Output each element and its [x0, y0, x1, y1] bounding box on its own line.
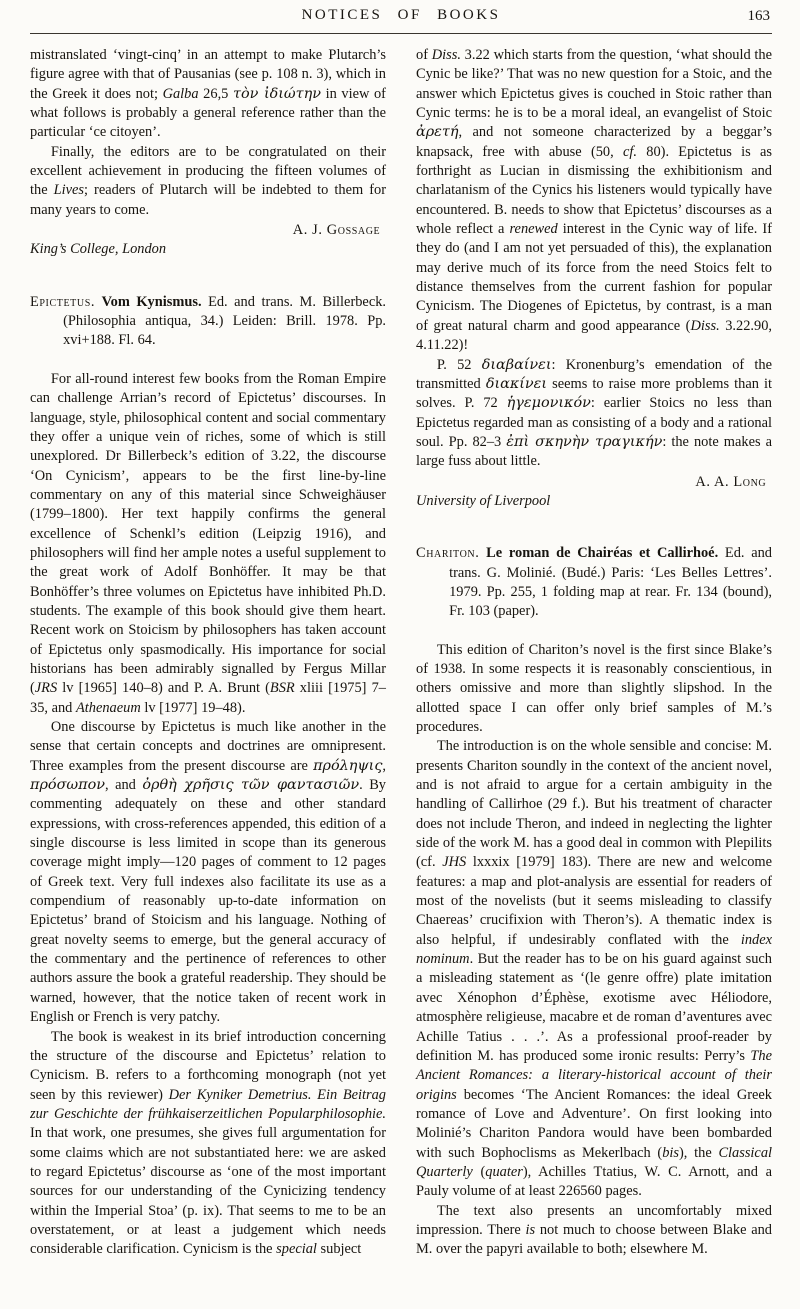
header-rule: [30, 33, 772, 34]
text-run: , and: [105, 777, 143, 794]
running-header: [30, 7, 772, 29]
text-run: interest in the Cynic way of life. If they do (and I am not yet persuaded of this), the explanation may derive much of its force from the need Stoics felt to distance themselves from the current fashion for popular Cynicism. The Diogenes of Epictetus, by contrast, is a man of great natural charm and good appearance (: [416, 221, 772, 334]
text-run: διαβαίνει: [481, 356, 552, 373]
text-run: πρόληψις: [313, 757, 383, 774]
reviewer-signature: [416, 473, 772, 492]
text-run: Lives: [53, 182, 84, 199]
text-run: The book is weakest in its brief introduction concerning the structure of the discourse and Epictetus’ relation to Cynicism. B. refers to a forthcoming monograph (not yet seen by this reviewer): [30, 1028, 386, 1103]
text-run: One discourse by Epictetus is much like another in the sense that certain concepts and doctrines are omnipresent. Three examples from the present discourse are: [30, 719, 386, 774]
text-run: is: [525, 1221, 536, 1238]
text-run: In that work, one presumes, she gives full argumentation for some claims which are not substantiated here: we are asked to regard Epictetus’ discourse as ‘one of the most important sources for our understanding of the Cynicizing tendency within the Imperial Stoa’ (p. ix). That seems to me to be an overstatement, or at least a judgement which needs considerable clarification. Cynicism is the: [30, 1125, 386, 1258]
paragraph: [416, 356, 772, 472]
text-run: The text also presents an uncomfortably mixed impression. There: [416, 1202, 772, 1238]
text-run: : earlier Stoics no less than Epictetus regarded man as consisting of a body and a rational soul. Pp. 82–3: [416, 395, 772, 450]
text-run: Diss.: [431, 47, 461, 63]
text-run: Athenaeum: [75, 699, 141, 716]
text-run: Diss.: [690, 317, 720, 334]
text-run: Ed. and trans. M. Billerbeck. (Philosophia antiqua, 34.) Leiden: Brill. 1978. Pp. xvi+188. Fl. 64.: [63, 293, 386, 349]
page-number: 163: [747, 8, 770, 24]
text-run: lv [1977] 19–48).: [140, 699, 246, 716]
paragraph: [30, 1028, 386, 1260]
text-run: 80). Epictetus is as forthright as Lucian in dismissing the exhibitionism and charlatanism of the Cynics his listeners would typically have encountered. B. needs to show that Epictetus’ discourses as a whole reflect a: [416, 143, 772, 238]
text-run: 3.22.90, 4.11.22)!: [416, 317, 772, 354]
text-run: cf.: [623, 143, 637, 160]
paragraph: [416, 46, 772, 356]
text-run: King’s College, London: [30, 241, 167, 258]
text-run: ἐπὶ σκηνὴν τραγικήν: [506, 433, 663, 450]
text-run: lv [1965] 140–8) and P. A. Brunt (: [57, 680, 270, 697]
text-run: Classical Quarterly: [416, 1144, 772, 1180]
text-run: Finally, the editors are to be congratulated on their excellent achievement in producing the fifteen volumes of the: [30, 143, 386, 199]
text-run: P. 52: [436, 356, 482, 373]
reviewer-signature: [30, 221, 386, 240]
text-run: Ed. and trans. G. Molinié. (Budé.) Paris: ‘Les Belles Lettres’. 1979. Pp. 255, 1 folding map at rear. Fr. 134 (bound), Fr. 103 (paper).: [449, 545, 772, 620]
left-column: [30, 46, 386, 1302]
text-run: BSR: [269, 680, 295, 697]
text-run: Epictetus.: [30, 293, 96, 310]
text-run: For all-round interest few books from the Roman Empire can challenge Arrian’s record of Epictetus’ discourses. In language, style, philosophical content and social commentary they offer a unique vein of riches, some of which is still unexplored. Dr Billerbeck’s edition of 3.22, the discourse ‘On Cynicism’, appears to be the first line-by-line commentary on any of this material since Schweighäuser (1799–1800). Her text happily confirms the general excellence of Schenkl’s edition (Leipzig 1916), and philosophers will find her ample notes a useful supplement to the great work of Adolf Bonhöffer. It may be that Bonhöffer’s three volumes on Epictetus have inhibited Ph.D. students. The example of this book should give them heart. Recent work on Stoicism by philosophers has taken account of Epictetus only spasmodically. His importance for social historians has been admirably signalled by Fergus Millar (: [30, 370, 386, 697]
text-run: ἡγεμονικόν: [506, 395, 591, 412]
text-run: The introduction is on the whole sensible and concise: M. presents Chariton soundly in the context of the ancient novel, and is not afraid to argue for a certain ambiguity in the handling of Callirhoe (29 f.). But his treatment of character does not include Theron, and indeed in neglecting the lighter side of the work M. has a good deal in common with Plepilits (cf.: [416, 738, 772, 871]
paragraph: [416, 737, 772, 1201]
paragraph: [30, 370, 386, 718]
text-run: ), Achilles Ttatius, W. C. Arnott, and a Pauly volume of at least 226560 pages.: [416, 1163, 772, 1200]
text-run: not much to choose between Blake and M. over the papyri available to both; elsewhere M.: [416, 1221, 772, 1258]
text-run: in view of what follows is probably a general reference rather than the particular ‘ce citoyen’.: [30, 85, 386, 141]
text-run: (: [472, 1163, 486, 1180]
text-run: A. J. Gossage: [292, 222, 381, 239]
text-run: The Ancient Romances: a literary-historical account of their origins: [416, 1047, 772, 1103]
text-run: διακίνει: [485, 375, 548, 392]
text-run: of: [416, 47, 432, 63]
text-run: : Kronenburg’s emendation of the transmitted: [416, 356, 772, 392]
text-run: seems to raise more problems than it solves. P. 72: [416, 375, 772, 412]
text-run: This edition of Chariton’s novel is the first since Blake’s of 1938. In some respects it is reasonably conscientious, in others omissive and more than slightly slipshod. In the allotted space I can offer only brief samples of M.’s procedures.: [416, 641, 772, 735]
text-run: mistranslated ‘vingt-cinq’ in an attempt to make Plutarch’s figure agree with that of Pausanias (see p. 108 n. 3), which in the Greek it does not;: [30, 47, 386, 102]
paragraph: [30, 143, 386, 220]
text-run: 3.22 which starts from the question, ‘what should the Cynic be like?’ That was no new question for a Stoic, and the answer which Epictetus gives is couched in Stoic rather than Cynic terms: he is to be a moral ideal, an evangelist of Stoic: [416, 47, 772, 122]
text-run: JRS: [34, 680, 58, 697]
text-run: quater: [485, 1163, 523, 1180]
text-run: . By commenting adequately on these and other standard expressions, with cross-references appended, this edition of a single discourse is less limited in scope than its generous coverage might imply—120 pages of comment to 12 pages of Greek text. Very full indexes also facilitate its use as a compendium of reasonably up-to-date information on Epictetus’ brand of Stoicism and his language. Nothing of great novelty seems to emerge, but the general accuracy of the commentary and the pertinence of references to other authors assure the book a grateful readership. They should be warned, however, that the notice taken of recent work in English or French is very patchy.: [30, 777, 387, 1026]
reviewer-affiliation: [416, 492, 772, 511]
text-run: πρόσωπον: [30, 777, 106, 794]
text-run: 26,5: [198, 85, 233, 102]
paragraph: [416, 641, 772, 738]
text-run: : the note makes a large fuss about little.: [416, 433, 772, 470]
text-run: τὸν ἰδιώτην: [232, 85, 321, 102]
text-columns: [30, 46, 772, 1302]
paragraph: [416, 1202, 772, 1260]
text-run: lxxxix [1979] 183). There are new and welcome features: a map and plot-analysis are essential for readers of most of the novelists (but it seems misleading to classify Chaereas’ crucifixion with Theron’s). A thematic index is also helpful, if undesirably conflated with the: [416, 854, 772, 948]
right-column: [416, 46, 772, 1302]
text-run: Vom Kynismus.: [101, 293, 202, 310]
text-run: University of Liverpool: [416, 492, 551, 509]
paragraph: [30, 46, 386, 143]
text-run: ἀρετή: [416, 124, 459, 141]
text-run: renewed: [509, 221, 558, 238]
text-run: Le roman de Chairéas et Callirhoé.: [486, 545, 719, 562]
paragraph: [30, 718, 386, 1028]
text-run: Galba: [162, 85, 199, 102]
review-heading: [416, 544, 772, 621]
text-run: subject: [316, 1241, 362, 1258]
text-run: ,: [382, 757, 386, 774]
text-run: ὀρθὴ χρῆσις τῶν φαντασιῶν: [142, 777, 360, 794]
text-run: Der Kyniker Demetrius. Ein Beitrag zur Geschichte der frühkaiserzeitlichen Popularphilosophie.: [30, 1086, 386, 1122]
text-run: special: [276, 1241, 317, 1258]
text-run: ), the: [679, 1144, 719, 1161]
text-run: JHS: [442, 854, 467, 871]
text-run: . But the reader has to be on his guard against such a misleading statement as ‘(le genre offre) plate imitation avec Xénophon d’Éphèse, exotisme avec Héliodore, atmosphère religieuse, macabre et de roman d’aventures avec Achille Tatius . . .’. As a professional proof-reader by definition M. has produced some ironic results: Perry’s: [416, 951, 772, 1064]
reviewer-affiliation: [30, 240, 386, 259]
text-run: index nominum: [416, 931, 772, 968]
text-run: bis: [662, 1144, 680, 1161]
text-run: Chariton.: [416, 545, 480, 562]
text-run: xliii [1975] 7–35, and: [30, 680, 386, 716]
text-run: , and not someone characterized by a beggar’s knapsack, free with abuse (50,: [416, 124, 772, 160]
page-title: NOTICES OF BOOKS: [301, 7, 501, 23]
review-heading: [30, 293, 386, 351]
text-run: becomes ‘The Ancient Romances: the ideal Greek romance of Love and Adventure’. On first looking into Molinié’s Chariton Pandora would have been bombarded with such Bophoclisms as Mekerlbach (: [416, 1086, 772, 1161]
text-run: A. A. Long: [695, 473, 767, 490]
text-run: ; readers of Plutarch will be indebted to them for many years to come.: [30, 182, 386, 218]
